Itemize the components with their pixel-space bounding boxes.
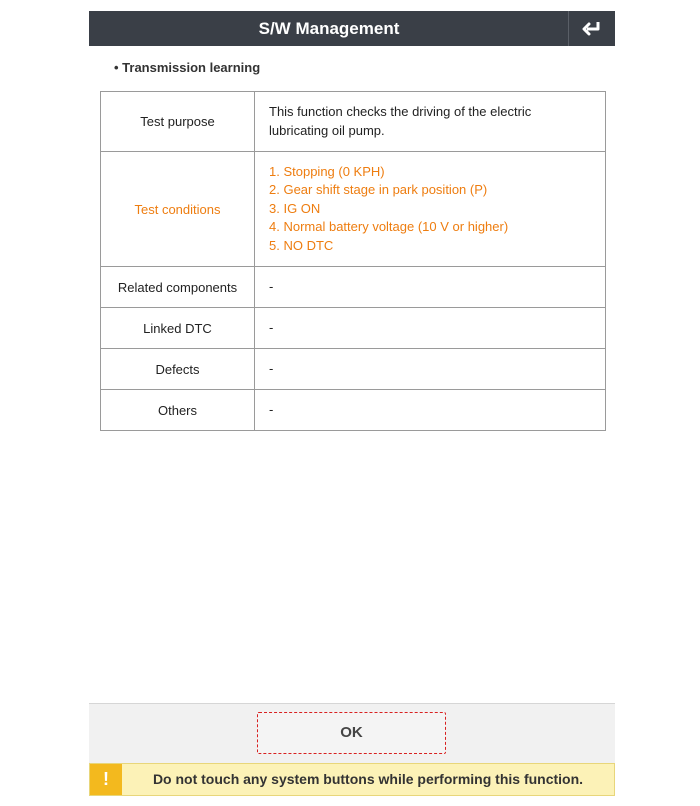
linked-dtc-value: - bbox=[255, 308, 606, 349]
condition-item: 4. Normal battery voltage (10 V or higher) bbox=[269, 219, 509, 235]
test-purpose-line: This function checks the driving of the electric bbox=[269, 104, 532, 119]
others-value: - bbox=[255, 390, 606, 431]
others-label: Others bbox=[101, 390, 255, 431]
defects-value: - bbox=[255, 349, 606, 390]
linked-dtc-label: Linked DTC bbox=[101, 308, 255, 349]
table-row bbox=[101, 267, 606, 308]
table-row bbox=[101, 390, 606, 431]
condition-item: 2. Gear shift stage in park position (P) bbox=[269, 182, 488, 198]
info-table bbox=[100, 91, 606, 431]
table-row bbox=[101, 308, 606, 349]
warning-icon: ! bbox=[90, 764, 122, 795]
return-arrow-icon bbox=[582, 20, 602, 38]
condition-item: 5. NO DTC bbox=[269, 237, 334, 253]
test-conditions-value bbox=[255, 152, 606, 267]
test-purpose-label: Test purpose bbox=[101, 92, 255, 152]
section-title: • Transmission learning bbox=[114, 60, 261, 75]
test-purpose-line: lubricating oil pump. bbox=[269, 122, 385, 138]
table-row bbox=[101, 349, 606, 390]
defects-label: Defects bbox=[101, 349, 255, 390]
warning-banner bbox=[89, 763, 615, 796]
related-components-value: - bbox=[255, 267, 606, 308]
test-conditions-label: Test conditions bbox=[101, 152, 255, 267]
back-button[interactable] bbox=[568, 11, 615, 46]
condition-item: 1. Stopping (0 KPH) bbox=[269, 163, 385, 179]
test-purpose-value bbox=[255, 92, 606, 152]
ok-button[interactable]: OK bbox=[257, 712, 446, 754]
table-row bbox=[101, 92, 606, 152]
warning-message: Do not touch any system buttons while performing this function. bbox=[152, 771, 584, 787]
condition-item: 3. IG ON bbox=[269, 200, 321, 216]
page-title: S/W Management bbox=[258, 19, 400, 38]
related-components-label: Related components bbox=[101, 267, 255, 308]
header-bar bbox=[89, 11, 615, 46]
bottom-bar bbox=[89, 703, 615, 764]
table-row bbox=[101, 152, 606, 267]
